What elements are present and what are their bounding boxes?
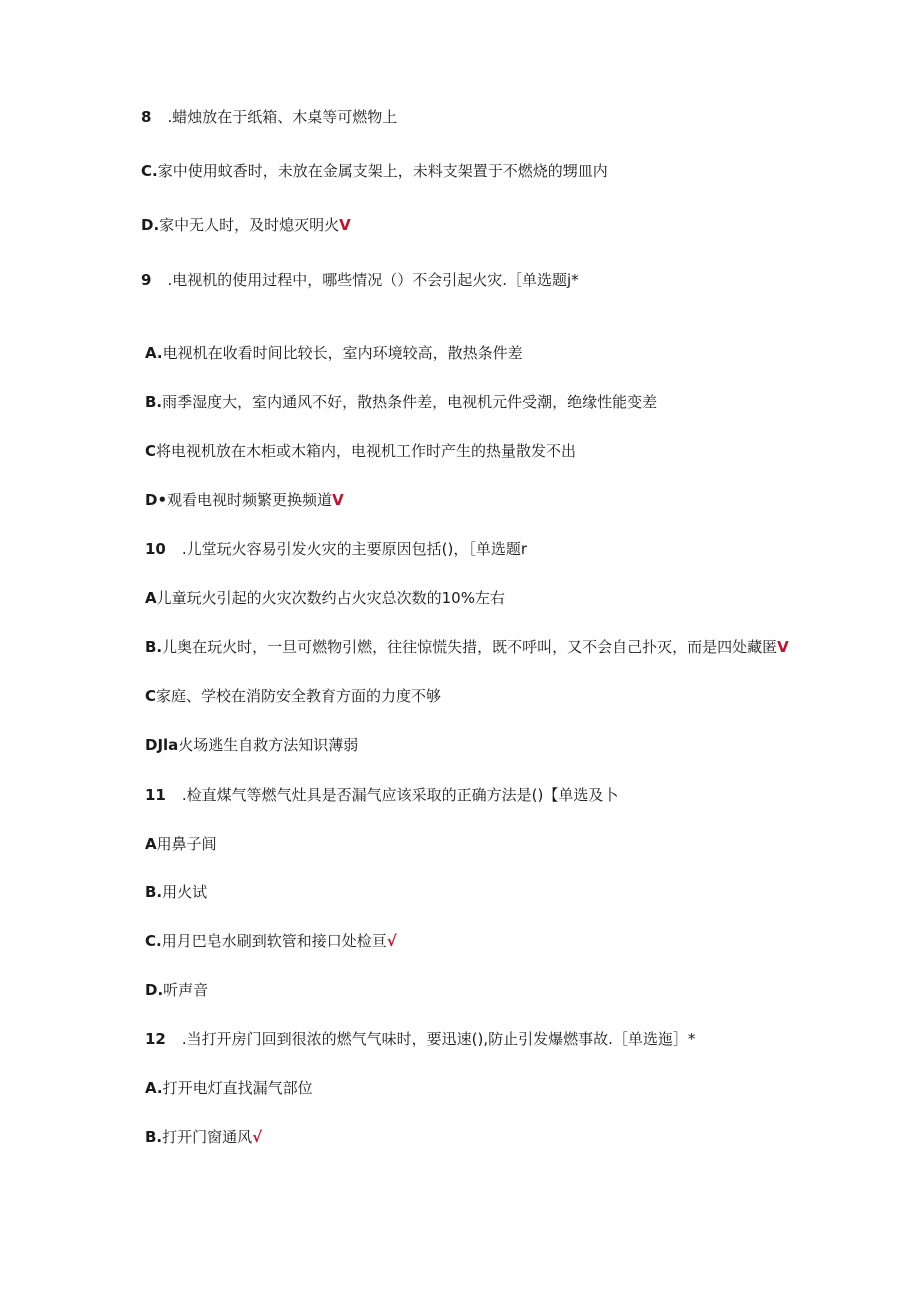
option-text: 用鼻子闾 bbox=[156, 835, 217, 853]
question-text: .电视机的使用过程中，哪些情况（）不会引起火灾.［单选题j* bbox=[167, 271, 579, 289]
option-letter: C bbox=[145, 687, 157, 705]
option-line bbox=[145, 343, 523, 363]
option-letter: C. bbox=[145, 932, 162, 950]
question-line bbox=[145, 785, 618, 805]
question-text: .儿堂玩火容易引发火灾的主要原因包括()，［单选题r bbox=[181, 540, 528, 558]
option-letter: A. bbox=[145, 1079, 163, 1097]
option-text: 用火试 bbox=[162, 883, 208, 901]
question-line bbox=[145, 539, 527, 559]
option-line bbox=[145, 882, 207, 902]
option-line bbox=[141, 161, 608, 181]
option-text: 将电视机放在木柜或木箱内，电视机工作时产生的热量散发不出 bbox=[156, 442, 577, 460]
option-letter: A bbox=[145, 589, 157, 607]
option-letter: DJla bbox=[145, 736, 179, 754]
correct-answer-mark: √ bbox=[386, 932, 397, 950]
correct-answer-mark: √ bbox=[252, 1128, 263, 1146]
option-line bbox=[145, 1078, 313, 1098]
option-text: 打开门窗通风 bbox=[162, 1128, 253, 1146]
option-text: 家中使用蚊香时，未放在金属支架上，未料支架置于不燃烧的甥皿内 bbox=[157, 162, 608, 180]
option-text: 打开电灯直找漏气部位 bbox=[162, 1079, 313, 1097]
option-letter: D. bbox=[141, 216, 160, 234]
option-text: 观看电视时频繁更换频道 bbox=[167, 491, 333, 509]
option-line bbox=[145, 490, 344, 510]
option-line bbox=[145, 686, 441, 706]
option-letter: B. bbox=[145, 393, 163, 411]
option-text: 听声音 bbox=[163, 981, 209, 999]
correct-answer-mark: V bbox=[777, 638, 789, 656]
option-text: 用月巴皂水刷到软管和接口处检亘 bbox=[161, 932, 387, 950]
option-text: 儿童玩火引起的火灾次数约占火灾总次数的10%左右 bbox=[156, 589, 505, 607]
question-line bbox=[145, 1029, 695, 1049]
option-text: 家中无人时，及时熄灭明火 bbox=[159, 216, 340, 234]
question-line bbox=[141, 107, 397, 127]
option-text: 雨季湿度大，室内通风不好，散热条件差，电视机元件受潮，绝缘性能变差 bbox=[162, 393, 658, 411]
question-number: 11 bbox=[145, 786, 166, 804]
option-line bbox=[145, 441, 576, 461]
question-number: 9 bbox=[141, 271, 152, 289]
option-text: 儿奥在玩火时，一旦可燃物引燃，往往惊慌失措，既不呼叫，又不会自己扑灭，而是四处藏匿 bbox=[162, 638, 778, 656]
correct-answer-mark: V bbox=[339, 216, 351, 234]
correct-answer-mark: V bbox=[332, 491, 344, 509]
option-line bbox=[145, 931, 397, 951]
option-letter: C bbox=[145, 442, 157, 460]
question-number: 8 bbox=[141, 108, 152, 126]
option-text: 火场逃生自救方法知识薄弱 bbox=[178, 736, 359, 754]
option-letter: B. bbox=[145, 638, 163, 656]
question-text: .当打开房门回到很浓的燃气气味时，要迅速(),防止引发爆燃事故.［单选迤］* bbox=[181, 1030, 696, 1048]
question-text: .蜡烛放在于纸箱、木桌等可燃物上 bbox=[167, 108, 398, 126]
option-line bbox=[145, 588, 505, 608]
question-number: 12 bbox=[145, 1030, 166, 1048]
option-text: 电视机在收看时间比较长，室内环境较高，散热条件差 bbox=[162, 344, 523, 362]
option-line bbox=[145, 1127, 262, 1147]
option-letter: A. bbox=[145, 344, 163, 362]
option-letter: B. bbox=[145, 883, 163, 901]
option-letter: D• bbox=[145, 491, 168, 509]
option-letter: D. bbox=[145, 981, 164, 999]
option-line bbox=[145, 834, 217, 854]
option-line bbox=[145, 392, 657, 412]
option-text: 家庭、学校在消防安全教育方面的力度不够 bbox=[156, 687, 442, 705]
option-letter: B. bbox=[145, 1128, 163, 1146]
option-line bbox=[145, 735, 358, 755]
option-letter: C. bbox=[141, 162, 158, 180]
question-number: 10 bbox=[145, 540, 166, 558]
question-text: .检直煤气等燃气灶具是否漏气应该采取的正确方法是()【单选及卜 bbox=[181, 786, 619, 804]
question-line bbox=[141, 270, 579, 290]
option-line bbox=[141, 215, 351, 235]
option-line bbox=[145, 980, 208, 1000]
option-line bbox=[145, 637, 789, 657]
option-letter: A bbox=[145, 835, 157, 853]
